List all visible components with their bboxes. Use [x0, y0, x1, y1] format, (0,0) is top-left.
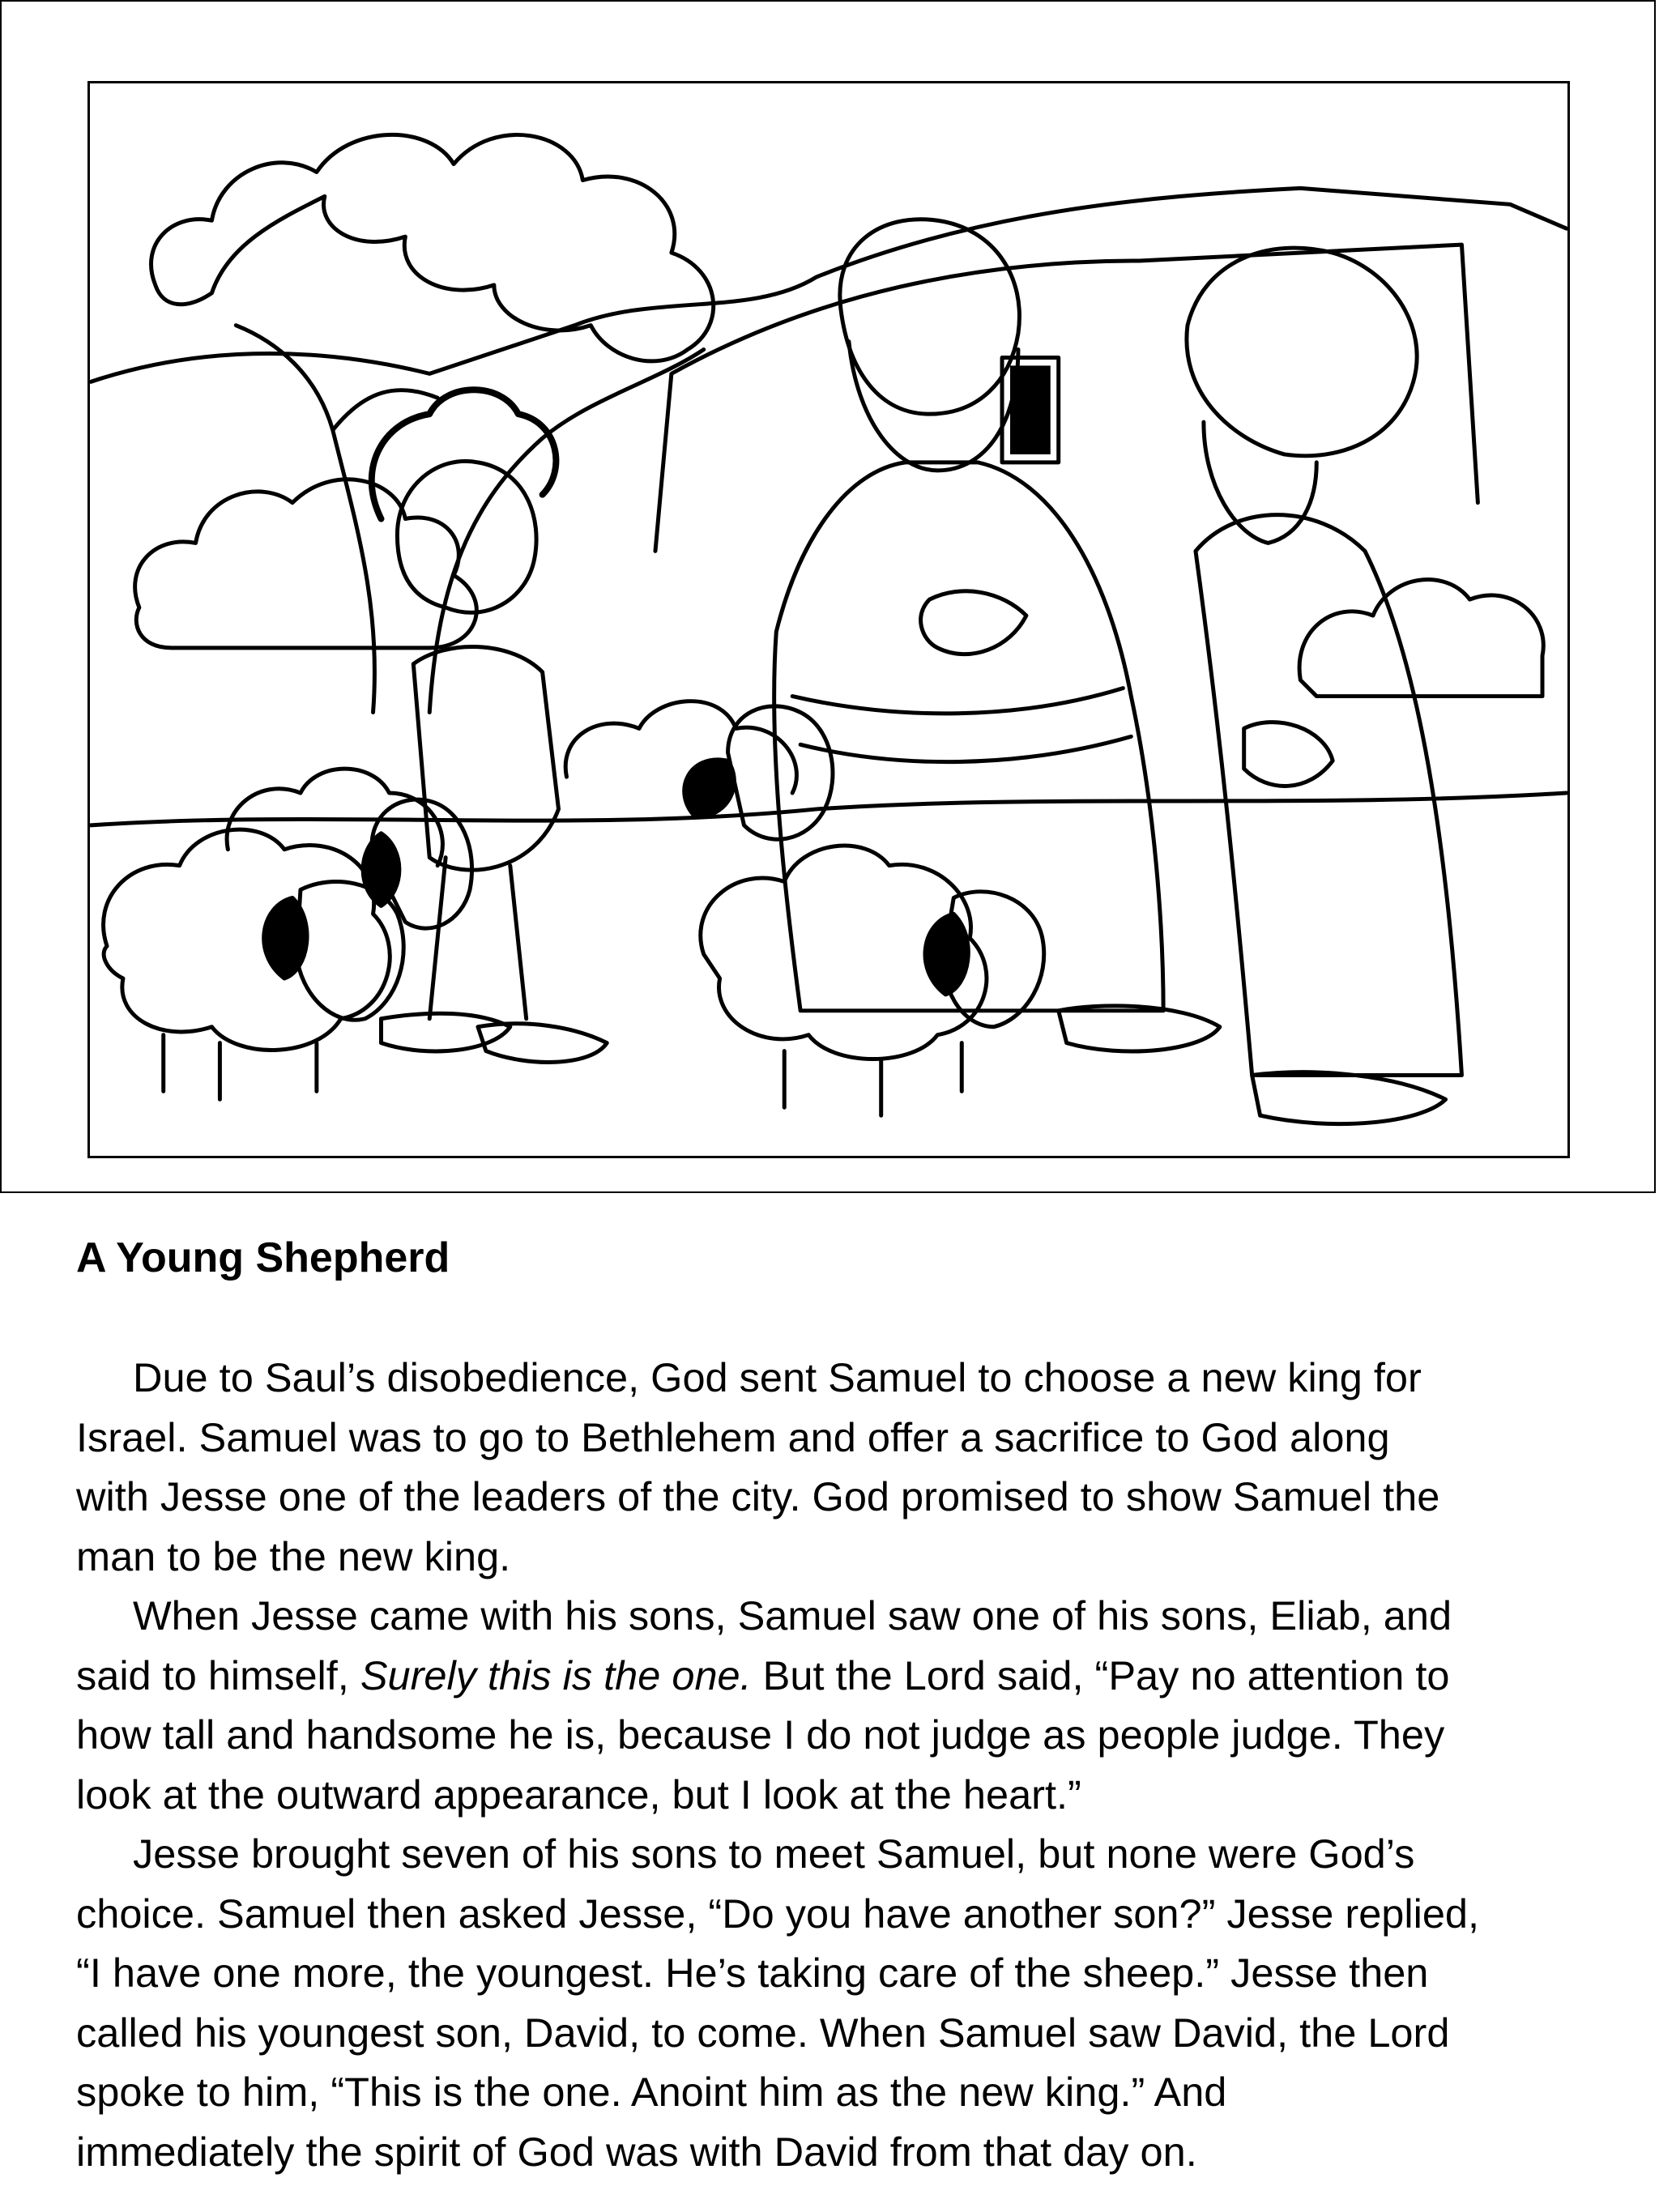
bush-left: [135, 479, 477, 648]
italic-thought: Surely this is the one.: [360, 1652, 752, 1698]
paragraph-1: [76, 1348, 1603, 1586]
sheep-right: [701, 846, 1044, 1115]
paragraph-line: how tall and handsome he is, because I do not judge as people judge. They: [76, 1711, 1445, 1758]
story-title: A Young Shepherd: [76, 1234, 450, 1281]
sheep-middle: [227, 769, 471, 928]
jesse-sandal: [1252, 1072, 1446, 1124]
paragraph-line: choice. Samuel then asked Jesse, “Do you have another son?” Jesse replied,: [76, 1890, 1480, 1937]
text-segment: But the Lord said, “Pay no attention to: [751, 1652, 1450, 1698]
david-tunic: [413, 646, 558, 870]
david-legs: [429, 858, 526, 1019]
hills: [91, 188, 1567, 381]
paragraph-line: Israel. Samuel was to go to Bethlehem and offer a sacrifice to God along: [76, 1413, 1390, 1460]
jesse-beard: [1204, 422, 1316, 543]
paragraph-2: [76, 1586, 1603, 1824]
building: [655, 245, 1478, 551]
jesse-hand: [1244, 722, 1333, 786]
paragraph-line: immediately the spirit of God was with David from that day on.: [76, 2128, 1197, 2175]
samuel-hand: [921, 591, 1026, 654]
paragraph-line: man to be the new king.: [76, 1532, 511, 1579]
paragraph-line-with-italic: [76, 1646, 1603, 1706]
paragraph-line: Due to Saul’s disobedience, God sent Samuel to choose a new king for: [133, 1354, 1422, 1400]
samuel-beard: [849, 342, 1018, 471]
bush-right: [1299, 580, 1543, 697]
paragraph-line: look at the outward appearance, but I look at the heart.”: [76, 1771, 1081, 1818]
story-body: [76, 1348, 1603, 2181]
jesse-robe: [1196, 515, 1462, 1076]
paragraph-line: spoke to him, “This is the one. Anoint him as the new king.” And: [76, 2069, 1227, 2115]
paragraph-line: called his youngest son, David, to come. When Samuel saw David, the Lord: [76, 2009, 1450, 2056]
paragraph-line: with Jesse one of the leaders of the city. God promised to show Samuel the: [76, 1473, 1440, 1519]
paragraph-3: [76, 1824, 1603, 2181]
tree-trunk: [236, 326, 703, 713]
samuel-head: [840, 219, 1020, 414]
samuel-robe: [774, 462, 1163, 1011]
text-segment: said to himself,: [76, 1652, 360, 1698]
samuel-belt: [792, 688, 1131, 762]
coloring-illustration: [87, 81, 1570, 1158]
david-sandals: [382, 1013, 608, 1062]
paragraph-line: “I have one more, the youngest. He’s taking care of the sheep.” Jesse then: [76, 1950, 1429, 1996]
jesse-head: [1187, 248, 1417, 456]
sheep-left: [104, 829, 404, 1099]
paragraph-line: When Jesse came with his sons, Samuel saw one of his sons, Eliab, and: [133, 1592, 1452, 1639]
paragraph-line: Jesse brought seven of his sons to meet Samuel, but none were God’s: [133, 1831, 1415, 1877]
